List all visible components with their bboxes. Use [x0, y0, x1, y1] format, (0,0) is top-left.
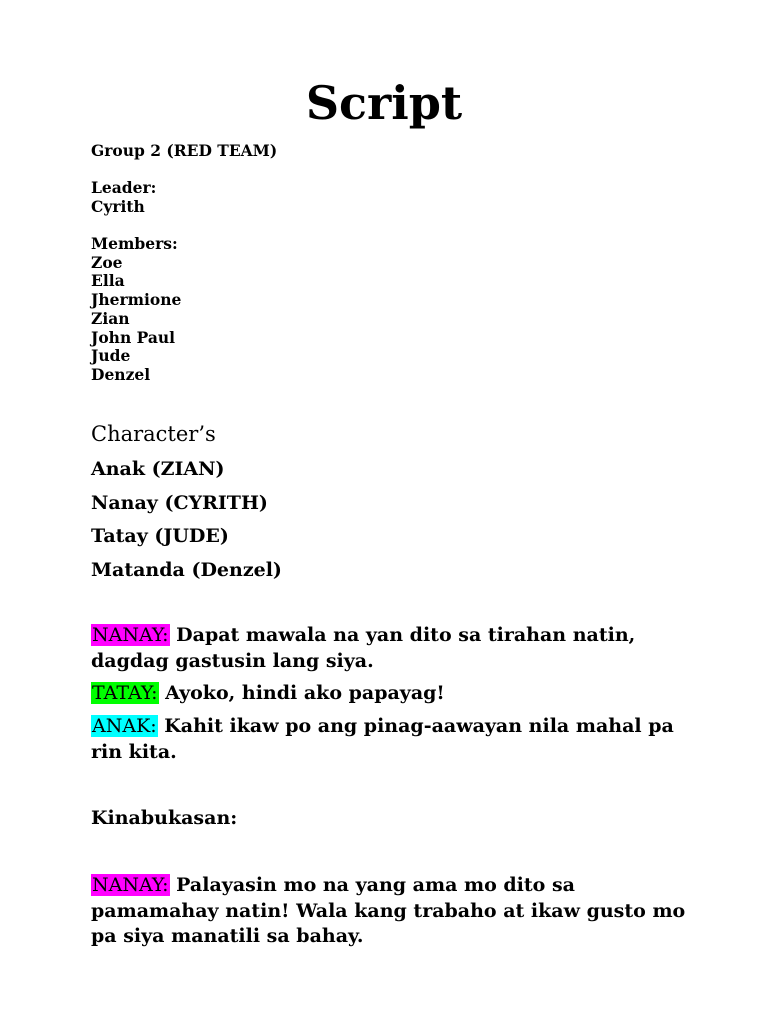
member-item: Jude: [91, 346, 131, 366]
dialogue-text: Ayoko, hindi ako papayag!: [165, 682, 445, 704]
characters-heading: Character’s: [91, 422, 216, 446]
member-item: Ella: [91, 271, 125, 291]
dialogue-text: Dapat mawala na yan dito sa tirahan natin, dagdag gastusin lang siya.: [91, 624, 636, 672]
member-item: Zian: [91, 308, 130, 328]
page-title: Script: [305, 76, 463, 130]
leader-label: Leader:: [91, 178, 157, 197]
speaker-label: NANAY:: [92, 624, 169, 646]
leader-section: [91, 179, 156, 216]
members-section: [91, 235, 181, 385]
member-item: Zoe: [91, 252, 123, 272]
members-label: Members:: [91, 234, 178, 253]
character-item: Nanay (CYRITH): [91, 492, 268, 514]
speaker-label: TATAY:: [92, 682, 158, 704]
dialogue-line: [91, 623, 691, 674]
character-item: Anak (ZIAN): [91, 458, 225, 480]
character-item: Tatay (JUDE): [91, 525, 229, 547]
leader-name: Cyrith: [91, 196, 145, 216]
dialogue-line: [91, 681, 691, 707]
speaker-label: NANAY:: [92, 874, 169, 896]
scene-label: Kinabukasan:: [91, 807, 238, 829]
dialogue-text: Palayasin mo na yang ama mo dito sa pamamahay natin! Wala kang trabaho at ikaw gusto mo pa siya manatili sa bahay.: [91, 874, 686, 947]
dialogue-text: Kahit ikaw po ang pinag-aawayan nila mahal pa rin kita.: [91, 715, 674, 763]
dialogue-line: [91, 873, 691, 950]
speaker-label: ANAK:: [92, 715, 157, 737]
character-item: Matanda (Denzel): [91, 559, 282, 581]
member-item: John Paul: [91, 327, 176, 347]
member-item: Denzel: [91, 364, 151, 384]
group-name: Group 2 (RED TEAM): [91, 141, 278, 160]
member-item: Jhermione: [91, 290, 182, 310]
dialogue-line: [91, 714, 691, 765]
